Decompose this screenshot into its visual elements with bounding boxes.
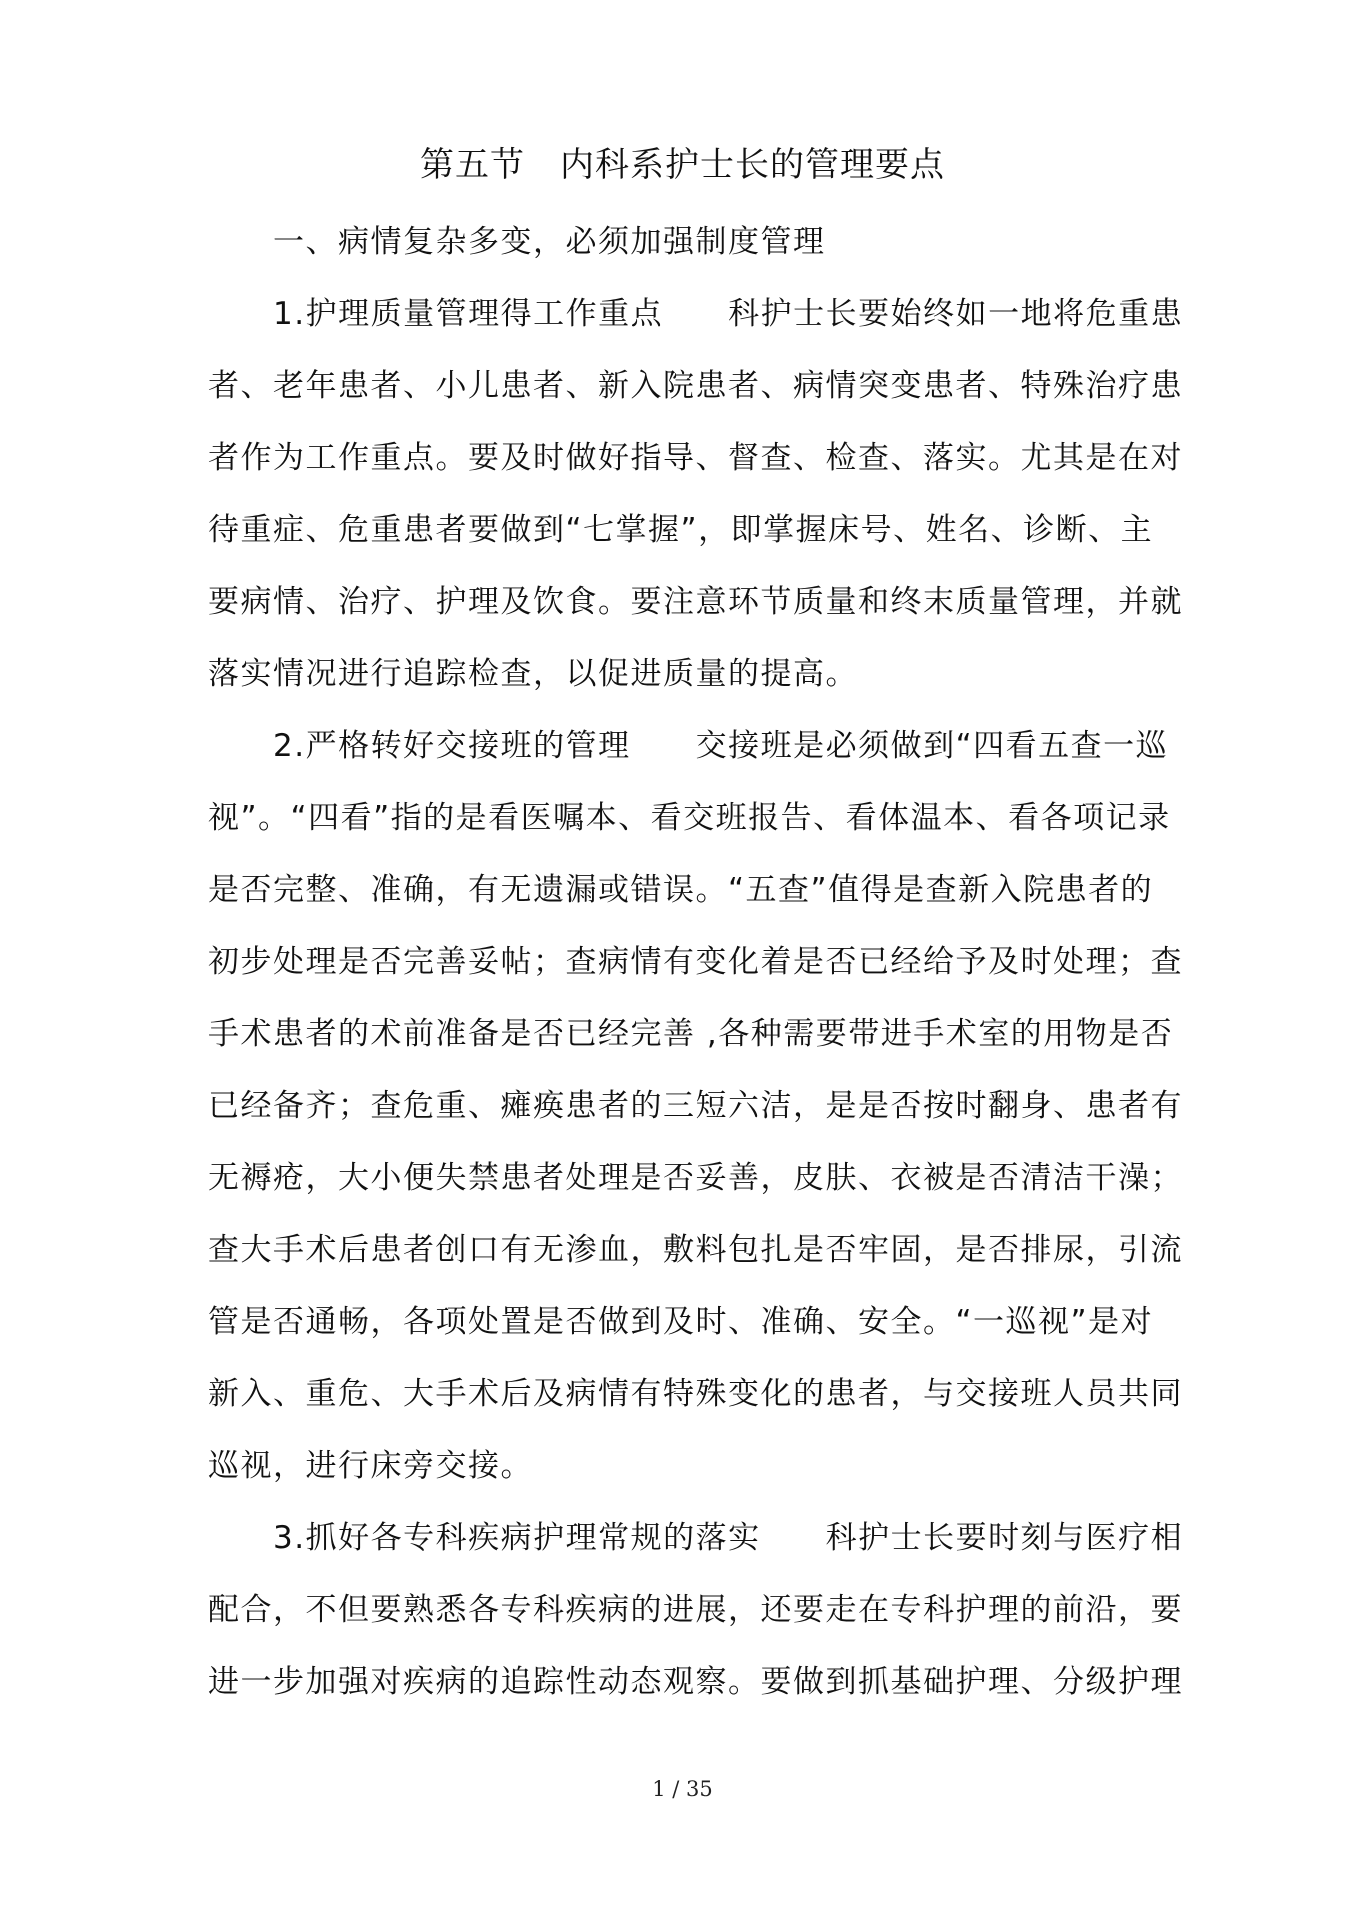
text-line: 落实情况进行追踪检查，以促进质量的提高。 (208, 656, 858, 692)
page-number: 1 / 35 (652, 1777, 713, 1801)
text-line: 者、老年患者、小儿患者、新入院患者、病情突变患者、特殊治疗患 (208, 368, 1183, 404)
text-line: 无褥疮，大小便失禁患者处理是否妥善，皮肤、衣被是否清洁干澡； (208, 1160, 1183, 1196)
text-line: 进一步加强对疾病的追踪性动态观察。要做到抓基础护理、分级护理 (208, 1664, 1183, 1700)
text-line: 1.护理质量管理得工作重点 科护士长要始终如一地将危重患 (208, 296, 1184, 332)
text-line: 配合，不但要熟悉各专科疾病的进展，还要走在专科护理的前沿，要 (208, 1592, 1183, 1628)
text-line: 是否完整、准确，有无遗漏或错误。“五查”值得是查新入院患者的 (208, 872, 1154, 908)
text-line: 3.抓好各专科疾病护理常规的落实 科护士长要时刻与医疗相 (208, 1520, 1184, 1556)
text-line: 手术患者的术前准备是否已经完善 ,各种需要带进手术室的用物是否 (208, 1016, 1174, 1052)
text-line: 待重症、危重患者要做到“七掌握”，即掌握床号、姓名、诊断、主 (208, 512, 1154, 548)
text-line: 者作为工作重点。要及时做好指导、督查、检查、落实。尤其是在对 (208, 440, 1183, 476)
text-line: 管是否通畅，各项处置是否做到及时、准确、安全。“一巡视”是对 (208, 1304, 1154, 1340)
text-line: 已经备齐；查危重、瘫痪患者的三短六洁，是是否按时翻身、患者有 (208, 1088, 1183, 1124)
text-line: 要病情、治疗、护理及饮食。要注意环节质量和终末质量管理，并就 (208, 584, 1183, 620)
text-line: 巡视，进行床旁交接。 (208, 1448, 533, 1484)
text-line: 2.严格转好交接班的管理 交接班是必须做到“四看五查一巡 (208, 728, 1169, 764)
text-line: 初步处理是否完善妥帖；查病情有变化着是否已经给予及时处理；查 (208, 944, 1183, 980)
text-line: 新入、重危、大手术后及病情有特殊变化的患者，与交接班人员共同 (208, 1376, 1183, 1412)
text-line: 查大手术后患者创口有无渗血，敷料包扎是否牢固，是否排尿，引流 (208, 1232, 1183, 1268)
section-title: 第五节 内科系护士长的管理要点 (420, 145, 945, 185)
text-line: 视”。“四看”指的是看医嘱本、看交班报告、看体温本、看各项记录 (208, 800, 1171, 836)
text-line: 一、病情复杂多变，必须加强制度管理 (208, 224, 826, 260)
